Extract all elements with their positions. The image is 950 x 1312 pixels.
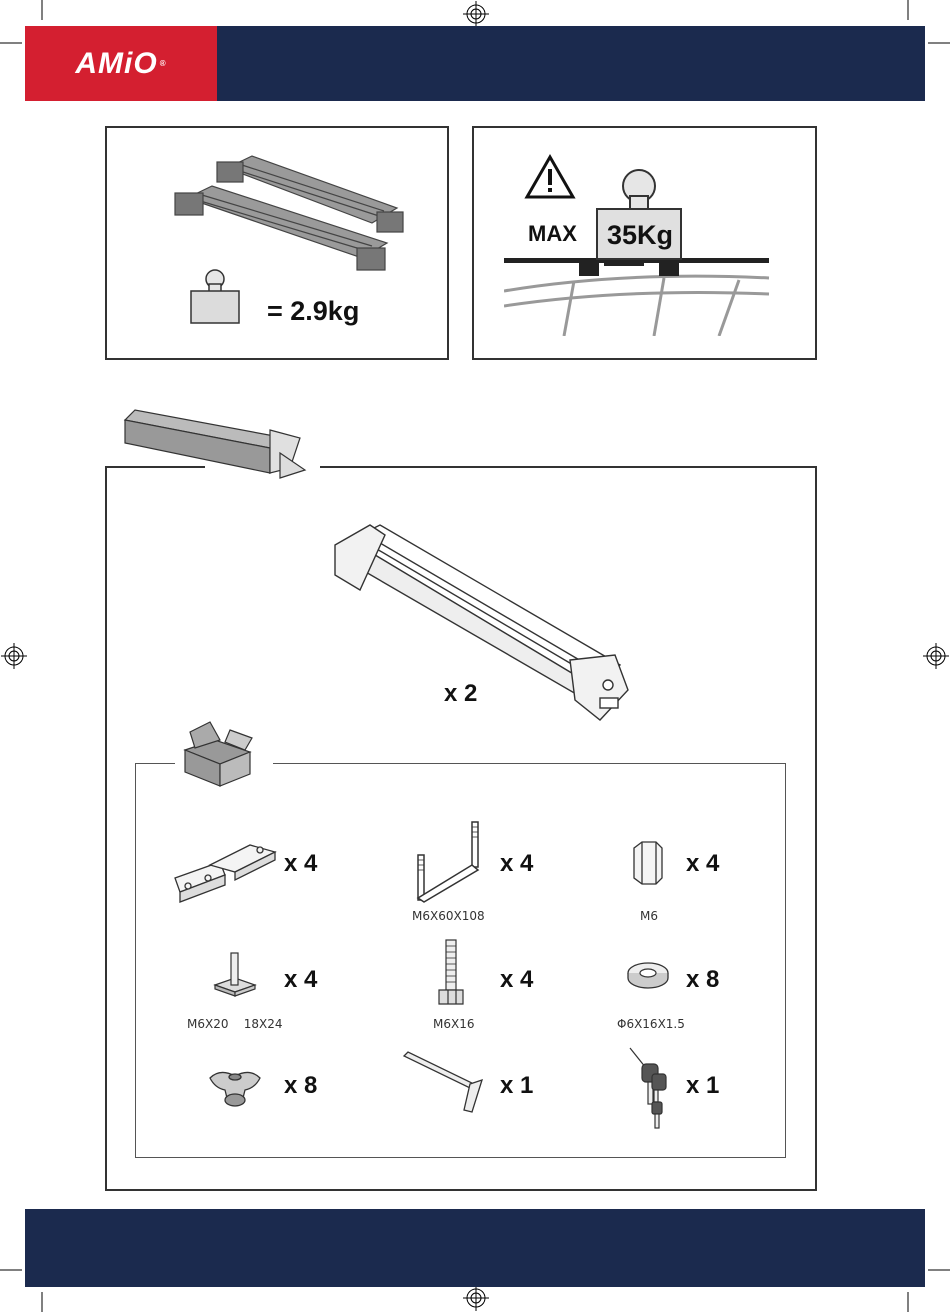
u-bolt-icon — [410, 820, 490, 905]
part-quantity: x 1 — [686, 1072, 720, 1099]
part-quantity: x 4 — [686, 850, 720, 877]
max-label: MAX — [528, 221, 577, 246]
part-spec: M6 — [640, 909, 658, 923]
t-bolt-icon — [210, 950, 260, 1000]
part-quantity: x 1 — [500, 1072, 534, 1099]
box-long-icon — [120, 408, 310, 480]
weight-value: = 2.9kg — [267, 296, 360, 326]
ski-carrier-bar-icon — [330, 520, 630, 725]
registration-mark-right — [923, 643, 949, 669]
part-quantity: x 4 — [500, 966, 534, 993]
mounting-bracket-icon — [170, 830, 280, 910]
brand-logo: AMiO ® — [75, 46, 167, 80]
footer-bar — [25, 1209, 925, 1287]
registration-mark-bottom — [463, 1285, 489, 1311]
part-quantity: x 8 — [284, 1072, 318, 1099]
part-quantity: x 8 — [686, 966, 720, 993]
small-box-icon — [180, 720, 260, 788]
part-spec: Φ6X16X1.5 — [617, 1017, 685, 1031]
part-quantity: x 4 — [500, 850, 534, 877]
max-load-value: 35Kg — [606, 220, 674, 250]
allen-key-icon — [402, 1050, 487, 1114]
ski-carrier-pair-icon — [167, 148, 407, 273]
hex-nut-icon — [630, 840, 666, 886]
weight-icon — [189, 266, 241, 326]
hex-bolt-icon — [436, 938, 466, 1008]
warning-triangle-icon — [524, 154, 576, 200]
brand-logo-text: AMiO — [75, 46, 158, 80]
main-product-quantity: x 2 — [444, 680, 478, 707]
part-quantity: x 4 — [284, 850, 318, 877]
part-spec: M6X60X108 — [412, 909, 485, 923]
weight-panel — [105, 126, 449, 360]
keys-icon — [622, 1044, 672, 1130]
registration-mark-left — [1, 643, 27, 669]
part-spec: M6X20 18X24 — [187, 1017, 283, 1031]
knob-nut-icon — [205, 1064, 265, 1110]
part-spec: M6X16 — [433, 1017, 475, 1031]
part-quantity: x 4 — [284, 966, 318, 993]
max-load-panel — [472, 126, 817, 360]
registration-mark-top — [463, 1, 489, 27]
washer-icon — [626, 960, 670, 990]
